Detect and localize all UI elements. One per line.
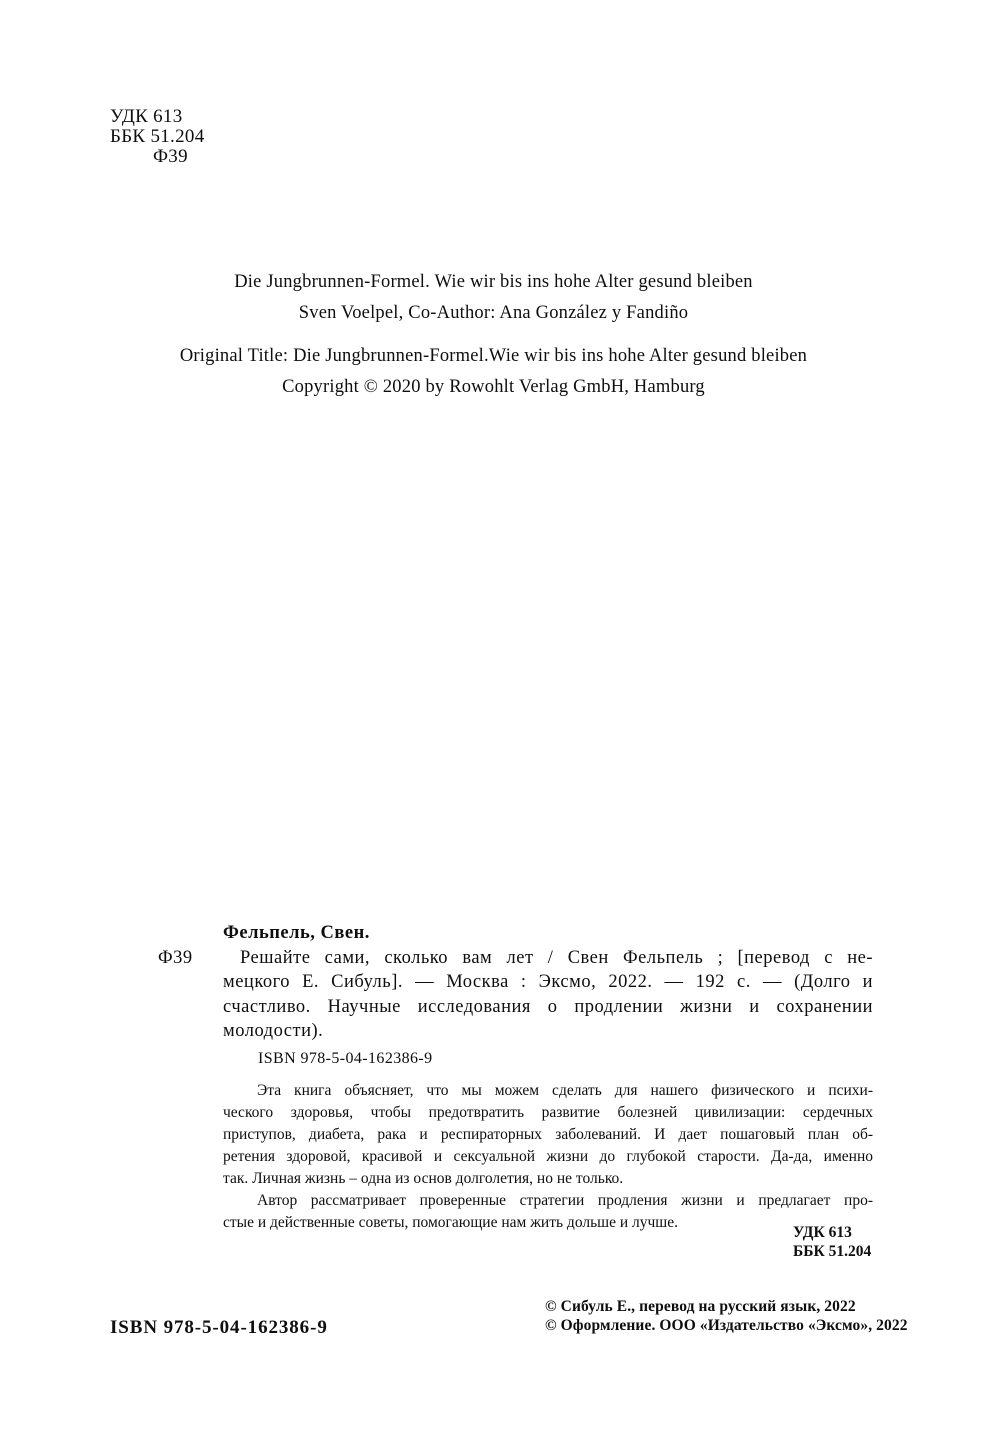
udk-code-bottom: УДК 613	[793, 1224, 852, 1241]
original-title-label-line: Original Title: Die Jungbrunnen-Formel.Wie wir bis ins hohe Alter gesund bleiben	[179, 346, 808, 366]
bbk-code-bottom: ББК 51.204	[793, 1243, 872, 1260]
bibliographic-record	[158, 921, 873, 1044]
original-authors-line: Sven Voelpel, Co-Author: Ana González y Fandiño	[298, 303, 689, 323]
copyright-block	[545, 1298, 908, 1335]
biblio-line: молодости).	[223, 1021, 324, 1041]
author-sign-code-top: Ф39	[153, 146, 188, 167]
annotation-line: Эта книга объясняет, что мы можем сделать для нашего физического и психи-	[257, 1082, 873, 1099]
original-copyright-line: Copyright © 2020 by Rowohlt Verlag GmbH, Hamburg	[282, 377, 705, 397]
isbn-bottom: ISBN 978-5-04-162386-9	[110, 1317, 328, 1338]
biblio-author-heading: Фельпель, Свен.	[223, 923, 370, 943]
copyright-translation-line: © Сибуль Е., перевод на русский язык, 2022	[545, 1298, 856, 1315]
bbk-code-top: ББК 51.204	[110, 126, 205, 147]
udk-code-top: УДК 613	[110, 106, 183, 127]
biblio-line: мецкого Е. Сибуль]. — Москва : Эксмо, 2022. — 192 с. — (Долго и	[223, 972, 873, 992]
annotation-line: стые и действенные советы, помогающие нам жить дольше и лучше.	[223, 1214, 679, 1231]
original-edition-block	[0, 267, 987, 403]
annotation-line: приступов, диабета, рака и респираторных заболеваний. И дает пошаговый план об-	[223, 1126, 873, 1143]
author-sign-code-margin: Ф39	[158, 947, 193, 968]
annotation-line: ческого здоровья, чтобы предотвратить развитие болезней цивилизации: сердечных	[223, 1104, 873, 1121]
biblio-line: Решайте сами, сколько вам лет / Свен Фельпель ; [перевод с не-	[240, 947, 873, 968]
annotation-block	[223, 1080, 873, 1234]
original-title-copyright-group	[0, 341, 987, 403]
top-classification-codes	[110, 107, 205, 167]
copyright-design-line: © Оформление. ООО «Издательство «Эксмо», 2022	[545, 1316, 908, 1334]
biblio-line: счастливо. Научные исследования о продлении жизни и сохранении	[223, 996, 873, 1017]
bibliographic-text	[223, 921, 873, 1044]
annotation-line: так. Личная жизнь – одна из основ долголетия, но не только.	[223, 1170, 624, 1187]
original-title-german: Die Jungbrunnen-Formel. Wie wir bis ins hohe Alter gesund bleiben	[234, 272, 753, 292]
annotation-line: Автор рассматривает проверенные стратегии продления жизни и предлагает про-	[257, 1192, 873, 1209]
isbn-record-line: ISBN 978-5-04-162386-9	[258, 1050, 433, 1067]
bottom-classification-codes	[793, 1223, 871, 1261]
annotation-line: ретения здоровой, красивой и сексуальной жизни до глубокой старости. Да-да, именно	[223, 1148, 873, 1165]
